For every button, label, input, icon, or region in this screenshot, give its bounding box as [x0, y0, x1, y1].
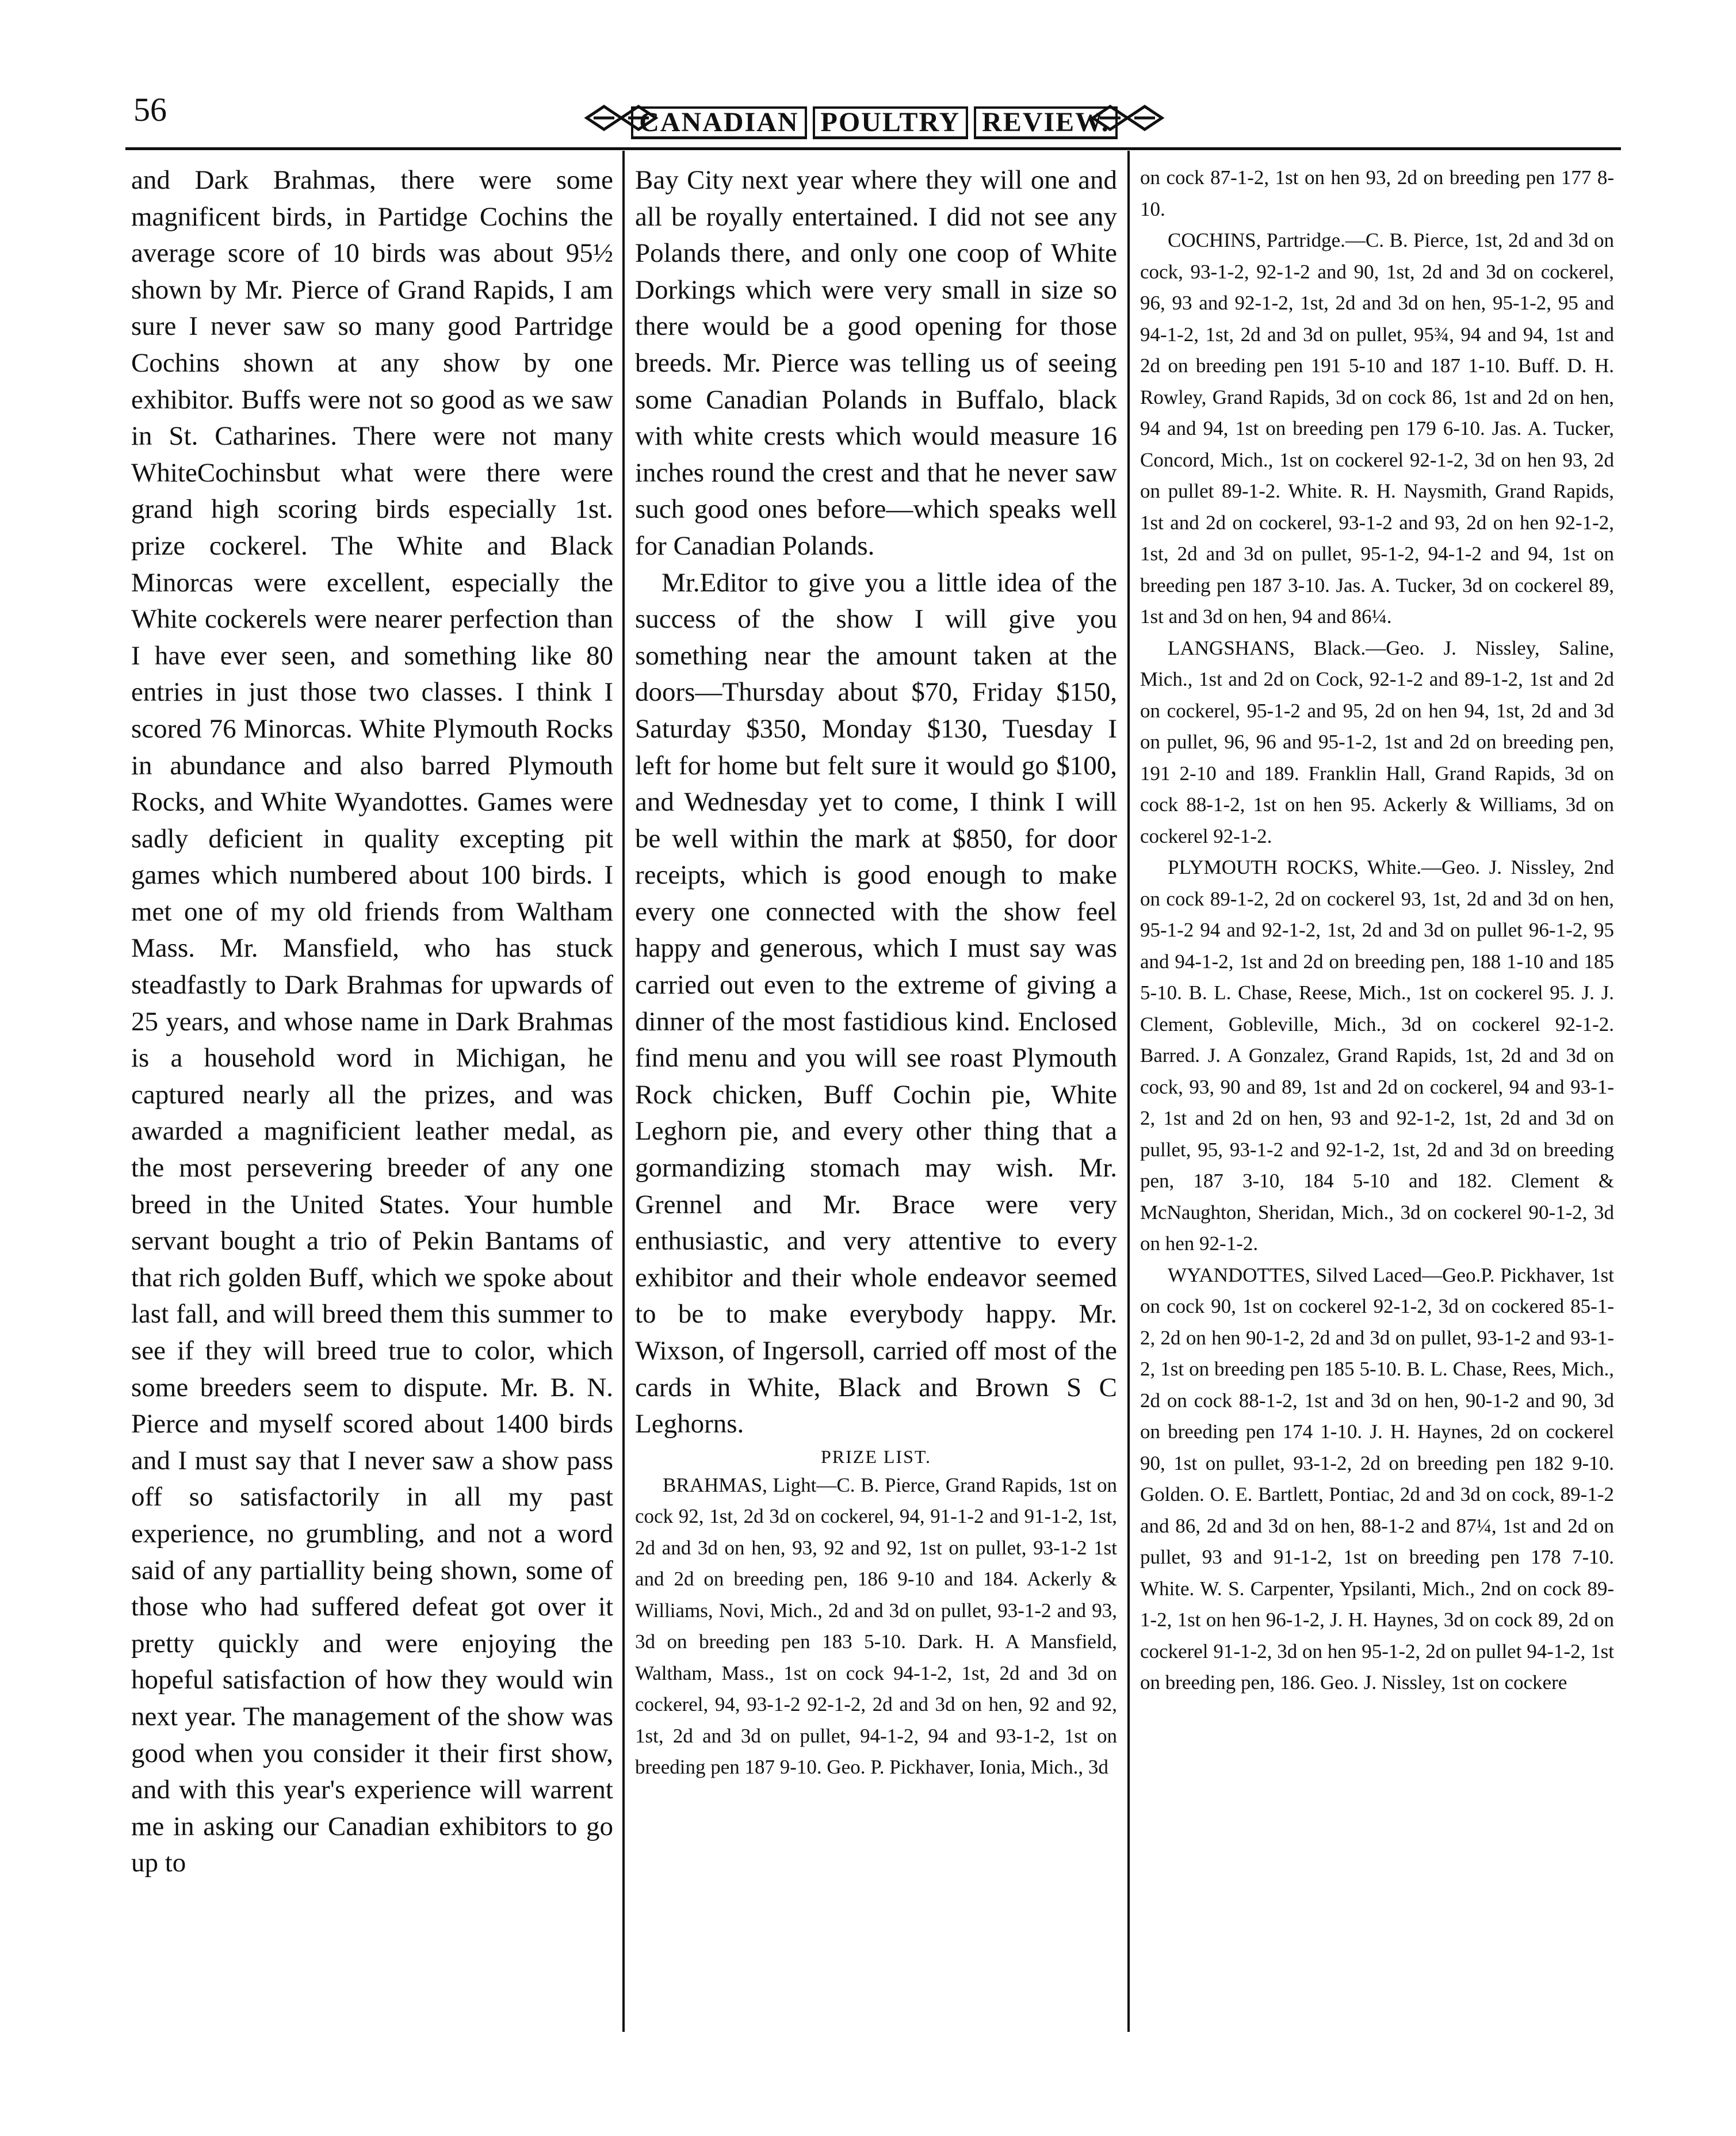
article-body [635, 162, 1117, 1443]
page-number: 56 [133, 91, 167, 128]
prize-paragraph: COCHINS, Partridge.—C. B. Pierce, 1st, 2d and 3d on cock, 93-1-2, 92-1-2 and 90, 1st, 2d and 3d on cockerel, 96, 93 and 92-1-2, 1st, 2d and 3d on hen, 95-1-2, 95 and 94-1-2, 1st, 2d and 3d on pullet, 95¾, 94 and 94, 1st and 2d on breeding pen 191 5-10 and 187 1-10. Buff. D. H. Rowley, Grand Rapids, 3d on cock 86, 1st and 2d on hen, 94 and 94, 1st on breeding pen 179 6-10. Jas. A. Tucker, Concord, Mich., 1st on cockerel 92-1-2, 3d on hen 93, 2d on pullet 89-1-2. White. R. H. Naysmith, Grand Rapids, 1st and 2d on cockerel, 93-1-2 and 93, 2d on hen 92-1-2, 1st, 2d and 3d on pullet, 95-1-2, 94-1-2 and 94, 1st on breeding pen 187 3-10. Jas. A. Tucker, 3d on cockerel 89, 1st and 3d on hen, 94 and 86¼. [1140, 229, 1614, 628]
prize-list-heading: PRIZE LIST. [820, 1446, 932, 1467]
masthead-text [639, 91, 1110, 139]
column-divider [1127, 151, 1130, 2032]
column-divider [622, 151, 625, 2032]
prize-paragraph: WYANDOTTES, Silved Laced—Geo.P. Pickhaver, 1st on cock 90, 1st on cockerel 92-1-2, 3d on cockered 85-1-2, 2d on hen 90-1-2, 2d and 3d on pullet, 93-1-2 and 93-1-2, 1st on breeding pen 185 5-10. B. L. Chase, Rees, Mich., 2d on cock 88-1-2, 1st and 3d on hen, 90-1-2 and 90, 3d on breeding pen 174 1-10. J. H. Haynes, 2d on cockerel 90, 1st on pullet, 93-1-2, 2d on breeding pen 182 9-10. Golden. O. E. Bartlett, Pontiac, 2d and 3d on cock, 89-1-2 and 86, 2d and 3d on hen, 88-1-2 and 87¼, 1st and 2d on pullet, 93 and 91-1-2, 1st on breeding pen 178 7-10. White. W. S. Carpenter, Ypsilanti, Mich., 2nd on cock 89-1-2, 1st on hen 96-1-2, J. H. Haynes, 3d on cock 89, 2d on cockerel 91-1-2, 3d on hen 95-1-2, 2d on pullet 94-1-2, 1st on breeding pen, 186. Geo. J. Nissley, 1st on cockere [1140, 1263, 1614, 1694]
article-paragraph: Mr.Editor to give you a little idea of the success of the show I will give you something near the amount taken at the doors—Thursday about $70, Friday $150, Saturday $350, Monday $130, Tuesday I left for home but felt sure it would go $100, and Wednesday yet to come, I think I will be well within the mark at $850, for door receipts, which is good enough to make every one connected with the show feel happy and generous, which I must say was carried out even to the extreme of giving a dinner of the most fastidious kind. Enclosed find menu and you will see roast Plymouth Rock chicken, Buff Cochin pie, White Leghorn pie, and every other thing that a gormandizing stomach may wish. Mr. Grennel and Mr. Brace were very enthusiastic, and very attentive to every exhibitor and their whole endeavor seemed to be to make everybody happy. Mr. Wixson, of Ingersoll, carried off most of the cards in White, Black and Brown S C Leghorns. [635, 567, 1117, 1439]
article-column-2 [635, 162, 1117, 2029]
prize-list-column-3 [1140, 162, 1614, 2029]
prize-paragraph: PLYMOUTH ROCKS, White.—Geo. J. Nissley, 2nd on cock 89-1-2, 2d on cockerel 93, 1st, 2d and 3d on hen, 95-1-2 94 and 92-1-2, 1st, 2d and 3d on pullet 96-1-2, 95 and 94-1-2, 1st and 2d on breeding pen, 188 1-10 and 185 5-10. B. L. Chase, Reese, Mich., 1st on cockerel 95. J. J. Clement, Gobleville, Mich., 3d on cockerel 92-1-2. Barred. J. A Gonzalez, Grand Rapids, 1st, 2d and 3d on cock, 93, 90 and 89, 1st and 2d on cockerel, 94 and 93-1-2, 1st and 2d on hen, 93 and 92-1-2, 1st, 2d and 3d on pullet, 95, 93-1-2 and 92-1-2, 1st, 2d and 3d on breeding pen, 187 3-10, 184 5-10 and 182. Clement & McNaughton, Sheridan, Mich., 3d on cockerel 90-1-2, 3d on hen 92-1-2. [1140, 856, 1614, 1255]
article-paragraph: and Dark Brahmas, there were some magnificent birds, in Partidge Cochins the average score of 10 birds was about 95½ shown by Mr. Pierce of Grand Rapids, I am sure I never saw so many good Partridge Cochins shown at any show by one exhibitor. Buffs were not so good as we saw in St. Catharines. There were not many WhiteCochinsbut what were there were grand high scoring birds especially 1st. prize cockerel. The White and Black Minorcas were excellent, especially the White cockerels were nearer perfection than I have ever seen, and something like 80 entries in just those two classes. I think I scored 76 Minorcas. White Plymouth Rocks in abundance and also barred Plymouth Rocks, and White Wyandottes. Games were sadly deficient in quality excepting pit games which numbered about 100 birds. I met one of my old friends from Waltham Mass. Mr. Mansfield, who has stuck steadfastly to Dark Brahmas for upwards of 25 years, and whose name in Dark Brahmas is a household word in Michigan, he captured nearly all the prizes, and was awarded a magnificient leather medal, as the most persevering breeder of any one breed in the United States. Your humble servant bought a trio of Pekin Bantams of that rich golden Buff, which we spoke about last fall, and will breed them this summer to see if they will breed true to color, which some breeders seem to dispute. Mr. B. N. Pierce and myself scored about 1400 birds and I must say that I never saw a show pass off so satisfactorily in all my past experience, no grumbling, and not a word said of any partiallity being shown, some of those who had suffered defeat got over it pretty quickly and were enjoying the hopeful satisfaction of how they would win next year. The management of the show was good when you consider it their first show, and with this year's experience will warrent me in asking our Canadian exhibitors to go up to [131, 165, 613, 1878]
prize-paragraph: BRAHMAS, Light—C. B. Pierce, Grand Rapids, 1st on cock 92, 1st, 2d 3d on cockerel, 94, 91-1-2 and 91-1-2, 1st, 2d and 3d on hen, 93, 92 and 92, 1st on pullet, 93-1-2 1st and 2d on breeding pen, 186 9-10 and 184. Ackerly & Williams, Novi, Mich., 2d and 3d on pullet, 93-1-2 and 93, 3d on breeding pen 183 5-10. Dark. H. A Mansfield, Waltham, Mass., 1st on cock 94-1-2, 1st, 2d and 3d on cockerel, 94, 93-1-2 92-1-2, 2d and 3d on hen, 92 and 92, 1st, 2d and 3d on pullet, 94-1-2, 94 and 93-1-2, 1st on breeding pen 187 9-10. Geo. P. Pickhaver, Ionia, Mich., 3d [635, 1473, 1117, 1779]
masthead-word-canadian: CANADIAN [631, 106, 806, 139]
prize-list [635, 1470, 1117, 1783]
article-column-1 [131, 162, 613, 2029]
article-paragraph: Bay City next year where they will one and all be royally entertained. I did not see any Polands there, and only one coop of White Dorkings which were very small in size so there would be a good opening for those breeds. Mr. Pierce was telling us of seeing some Canadian Polands in Buffalo, black with white crests which would measure 16 inches round the crest and that he never saw such good ones before—which speaks well for Canadian Polands. [635, 165, 1117, 561]
prize-paragraph: on cock 87-1-2, 1st on hen 93, 2d on breeding pen 177 8-10. [1140, 166, 1614, 220]
masthead-word-review: REVIEW. [974, 106, 1118, 139]
prize-paragraph: LANGSHANS, Black.—Geo. J. Nissley, Saline, Mich., 1st and 2d on Cock, 92-1-2 and 89-1-2, 1st and 2d on cockerel, 95-1-2 and 95, 2d on hen 94, 1st, 2d and 3d on pullet, 96, 96 and 95-1-2, 1st and 2d on breeding pen, 191 2-10 and 189. Franklin Hall, Grand Rapids, 3d on cock 88-1-2, 1st on hen 95. Ackerly & Williams, 3d on cockerel 92-1-2. [1140, 636, 1614, 847]
masthead-title [581, 86, 1168, 144]
masthead-word-poultry: POULTRY [813, 106, 969, 139]
header-rule [125, 147, 1621, 150]
